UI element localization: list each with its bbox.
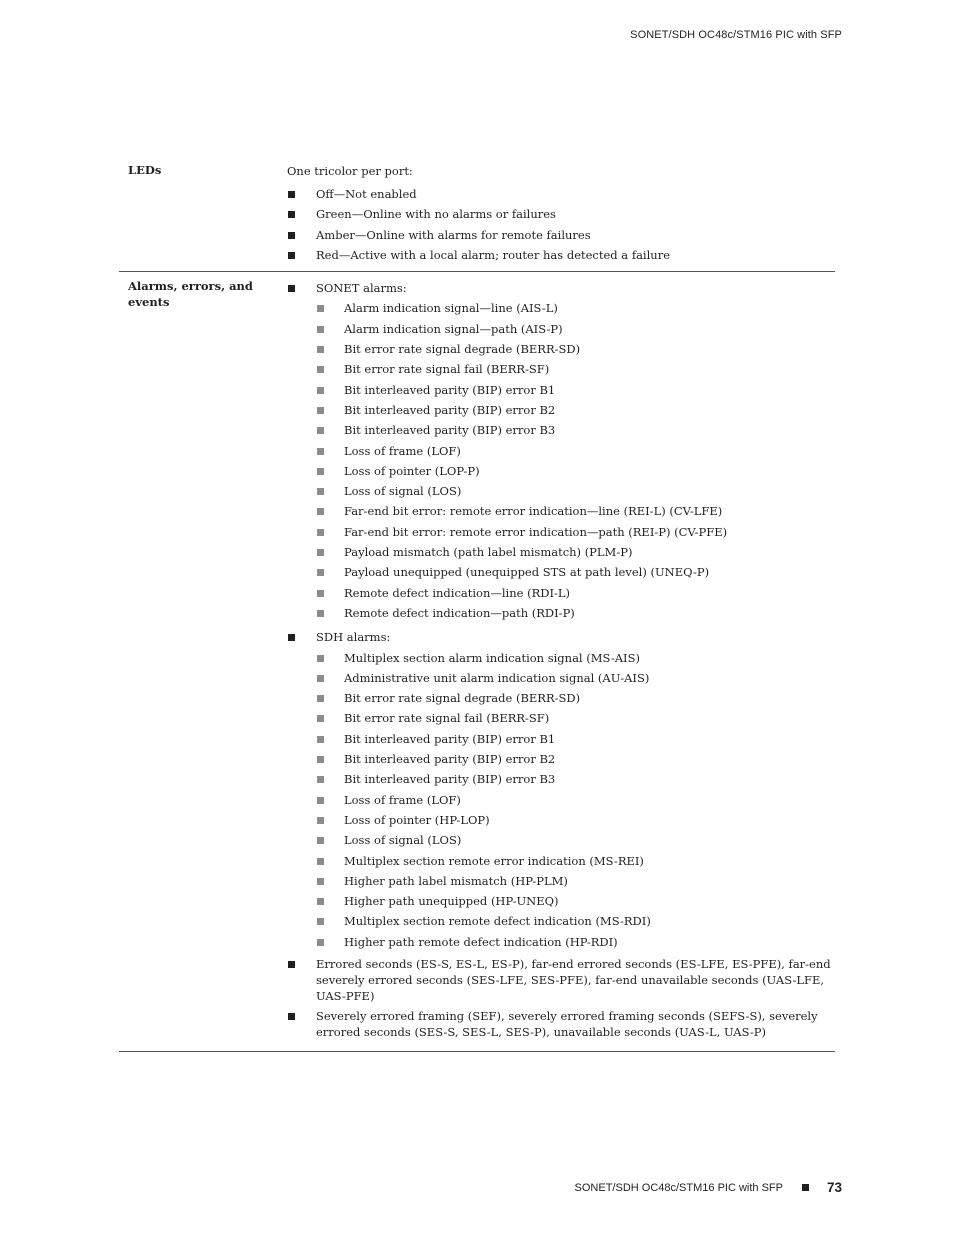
sdh-alarms-group: [287, 627, 835, 952]
list-item: Higher path unequipped (HP-UNEQ): [316, 891, 835, 911]
sub-bullet-icon: [317, 736, 324, 743]
sub-bullet-icon: [317, 448, 324, 455]
sub-bullet-icon: [317, 918, 324, 925]
sub-bullet-icon: [317, 858, 324, 865]
list-item: Alarm indication signal—line (AIS-L): [316, 298, 835, 318]
bullet-icon: [288, 285, 295, 292]
sub-bullet-icon: [317, 326, 324, 333]
list-item: Bit interleaved parity (BIP) error B2: [316, 749, 835, 769]
list-item: Bit interleaved parity (BIP) error B3: [316, 420, 835, 440]
sub-bullet-icon: [317, 797, 324, 804]
bullet-icon: [288, 191, 295, 198]
list-item: Administrative unit alarm indication signal (AU-AIS): [316, 668, 835, 688]
sub-bullet-icon: [317, 305, 324, 312]
sub-bullet-icon: [317, 366, 324, 373]
list-item: Higher path remote defect indication (HP-RDI): [316, 932, 835, 952]
list-item: Multiplex section alarm indication signal (MS-AIS): [316, 648, 835, 668]
list-item: Multiplex section remote defect indication (MS-RDI): [316, 911, 835, 931]
sub-bullet-icon: [317, 776, 324, 783]
list-item: Loss of pointer (HP-LOP): [316, 810, 835, 830]
list-item: Bit interleaved parity (BIP) error B2: [316, 400, 835, 420]
sonet-alarms-title: SONET alarms:: [316, 281, 407, 296]
sub-bullet-icon: [317, 346, 324, 353]
sub-bullet-icon: [317, 655, 324, 662]
separator-icon: [802, 1184, 809, 1191]
sub-bullet-icon: [317, 549, 324, 556]
leds-intro: One tricolor per port:: [287, 164, 413, 178]
sub-bullet-icon: [317, 756, 324, 763]
spec-row-alarms: [119, 272, 835, 1052]
list-item: Far-end bit error: remote error indication—line (REI-L) (CV-LFE): [316, 501, 835, 521]
list-item: Off—Not enabled: [287, 184, 835, 204]
sub-bullet-icon: [317, 837, 324, 844]
bullet-icon: [288, 211, 295, 218]
bullet-icon: [288, 961, 295, 968]
list-item: Bit interleaved parity (BIP) error B1: [316, 380, 835, 400]
sonet-alarms-list: [316, 298, 835, 623]
sub-bullet-icon: [317, 387, 324, 394]
page-number: 73: [826, 1180, 842, 1195]
list-item: Higher path label mismatch (HP-PLM): [316, 871, 835, 891]
sub-bullet-icon: [317, 488, 324, 495]
sub-bullet-icon: [317, 715, 324, 722]
list-item: Loss of pointer (LOP-P): [316, 461, 835, 481]
sub-bullet-icon: [317, 407, 324, 414]
sub-bullet-icon: [317, 898, 324, 905]
list-item: Alarm indication signal—path (AIS-P): [316, 319, 835, 339]
bullet-icon: [288, 232, 295, 239]
spec-table: [119, 162, 835, 1052]
list-item: Bit interleaved parity (BIP) error B3: [316, 769, 835, 789]
sonet-alarms-group: [287, 278, 835, 623]
sub-bullet-icon: [317, 939, 324, 946]
list-item: Payload unequipped (unequipped STS at path level) (UNEQ-P): [316, 562, 835, 582]
sub-bullet-icon: [317, 569, 324, 576]
list-item: Amber—Online with alarms for remote failures: [287, 225, 835, 245]
sdh-alarms-list: [316, 648, 835, 952]
severely-errored-item: Severely errored framing (SEF), severely errored framing seconds (SEFS-S), severely errored seconds (SES-S, SES-L, SES-P), unavailable seconds (UAS-L, UAS-P): [287, 1009, 835, 1041]
page-footer: [575, 1180, 842, 1195]
spec-row-leds: [119, 162, 835, 272]
list-item: Bit interleaved parity (BIP) error B1: [316, 729, 835, 749]
list-item: Remote defect indication—line (RDI-L): [316, 583, 835, 603]
list-item: Remote defect indication—path (RDI-P): [316, 603, 835, 623]
row-label-alarms: Alarms, errors, and events: [128, 279, 253, 310]
list-item: Multiplex section remote error indication (MS-REI): [316, 851, 835, 871]
sub-bullet-icon: [317, 529, 324, 536]
sub-bullet-icon: [317, 610, 324, 617]
sub-bullet-icon: [317, 817, 324, 824]
list-item: Loss of signal (LOS): [316, 481, 835, 501]
row-label-leds: LEDs: [128, 163, 162, 177]
list-item: Red—Active with a local alarm; router has detected a failure: [287, 245, 835, 265]
sub-bullet-icon: [317, 695, 324, 702]
list-item: Bit error rate signal degrade (BERR-SD): [316, 688, 835, 708]
list-item: Far-end bit error: remote error indication—path (REI-P) (CV-PFE): [316, 522, 835, 542]
list-item: Bit error rate signal fail (BERR-SF): [316, 359, 835, 379]
bullet-icon: [288, 634, 295, 641]
list-item: Loss of signal (LOS): [316, 830, 835, 850]
sdh-alarms-title: SDH alarms:: [316, 630, 391, 645]
sub-bullet-icon: [317, 508, 324, 515]
sub-bullet-icon: [317, 590, 324, 597]
row-content-leds: [287, 162, 835, 265]
row-content-alarms: [287, 278, 835, 1041]
list-item: Loss of frame (LOF): [316, 790, 835, 810]
sub-bullet-icon: [317, 675, 324, 682]
list-item: Bit error rate signal fail (BERR-SF): [316, 708, 835, 728]
leds-list: [287, 184, 835, 265]
sub-bullet-icon: [317, 427, 324, 434]
sub-bullet-icon: [317, 468, 324, 475]
bullet-icon: [288, 252, 295, 259]
list-item: Payload mismatch (path label mismatch) (PLM-P): [316, 542, 835, 562]
errored-seconds-item: Errored seconds (ES-S, ES-L, ES-P), far-end errored seconds (ES-LFE, ES-PFE), far-end severely errored seconds (SES-LFE, SES-PFE), far-end unavailable seconds (UAS-LFE, UAS-PFE): [287, 957, 835, 1004]
alarms-list: [287, 278, 835, 1041]
list-item: Loss of frame (LOF): [316, 441, 835, 461]
footer-title: SONET/SDH OC48c/STM16 PIC with SFP: [574, 1181, 783, 1194]
sub-bullet-icon: [317, 878, 324, 885]
running-header: SONET/SDH OC48c/STM16 PIC with SFP: [630, 29, 842, 41]
list-item: Green—Online with no alarms or failures: [287, 204, 835, 224]
bullet-icon: [288, 1013, 295, 1020]
list-item: Bit error rate signal degrade (BERR-SD): [316, 339, 835, 359]
